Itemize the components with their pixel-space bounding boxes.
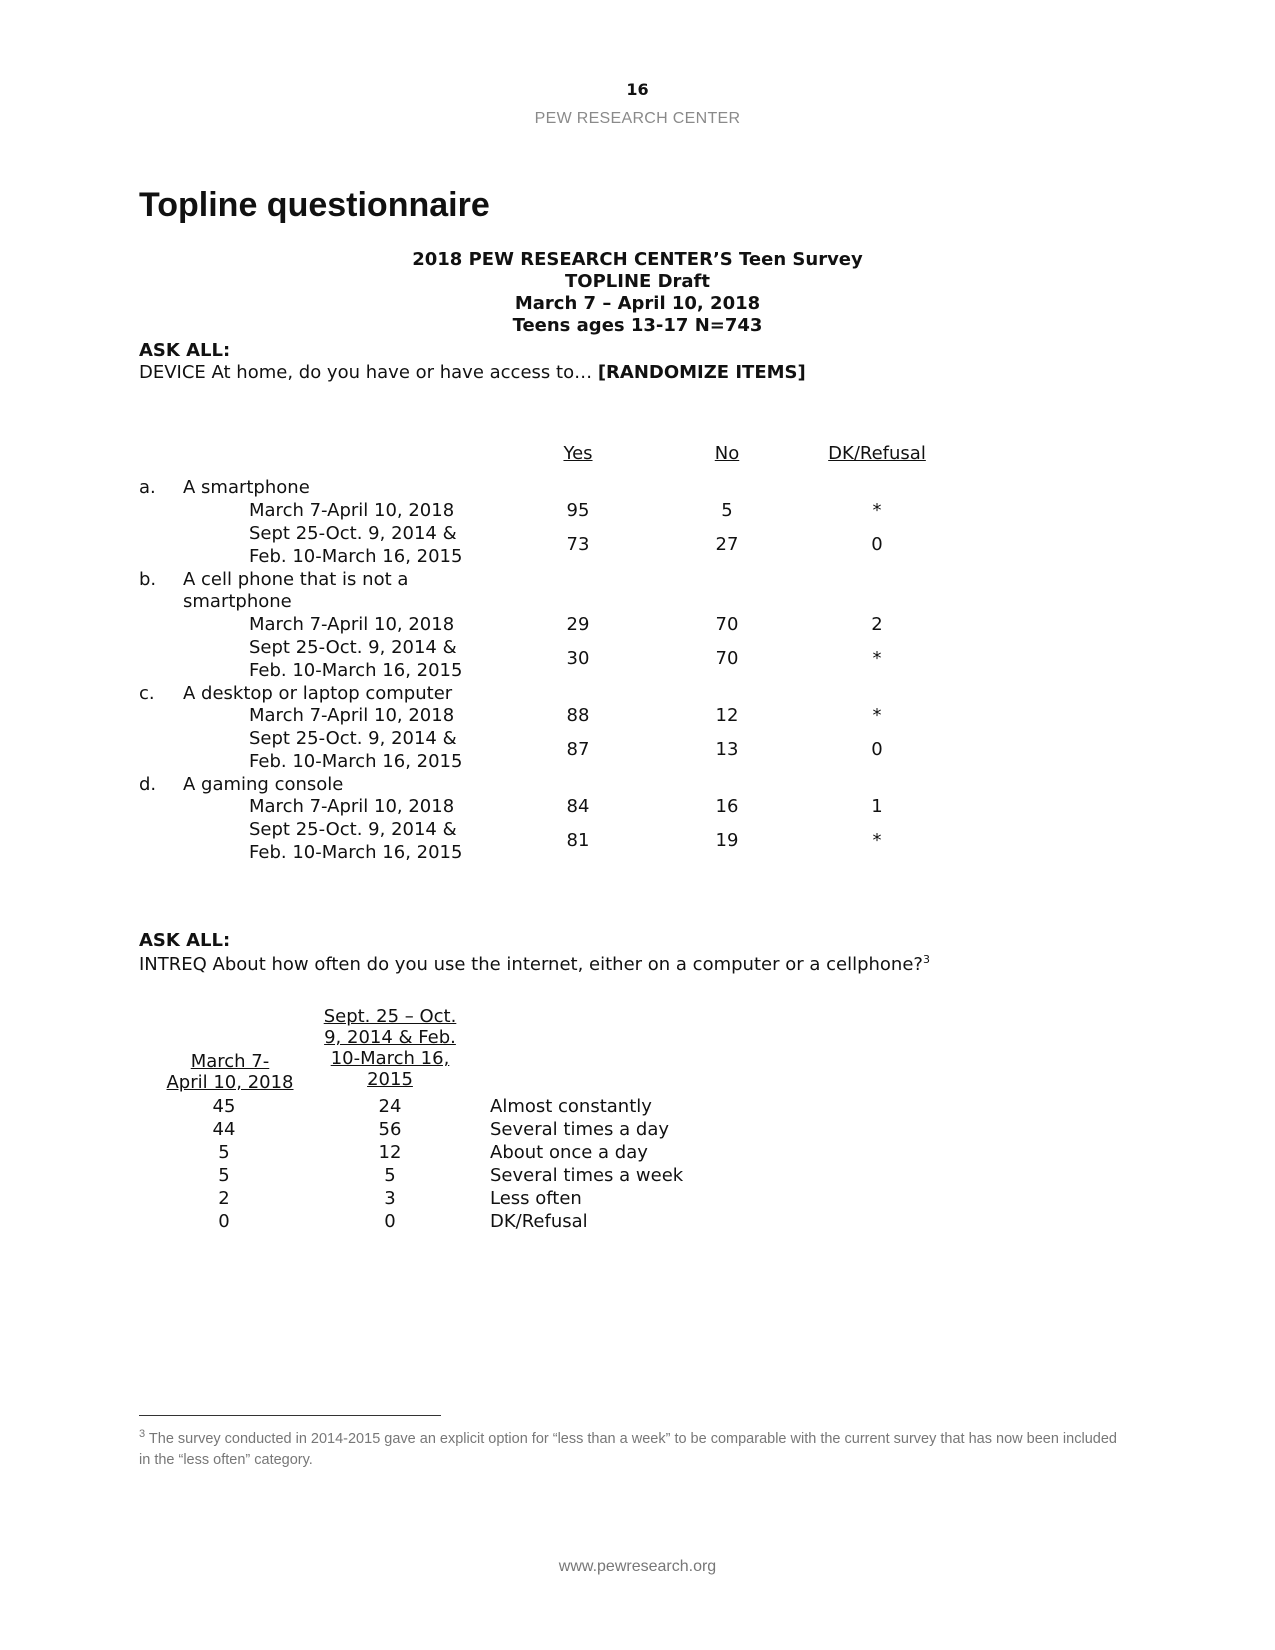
col-header-2015 [305, 1006, 475, 1090]
item-letter: a. [139, 477, 156, 498]
value-2015: 24 [378, 1096, 402, 1117]
period-label: Sept 25-Oct. 9, 2014 & [249, 728, 457, 749]
col-header-2015-line: Sept. 25 – Oct. [323, 1006, 457, 1027]
section-title: Topline questionnaire [139, 186, 490, 224]
period-label: March 7-April 10, 2018 [249, 500, 455, 521]
footnote-text: The survey conducted in 2014-2015 gave an explicit option for “less than a week” to be comparable with the current survey that has now been included in the “less often” category. [139, 1430, 1117, 1468]
value-2015: 3 [384, 1188, 396, 1209]
value-no: 19 [715, 830, 739, 851]
value-dk: 0 [871, 739, 883, 760]
value-2018: 45 [212, 1096, 236, 1117]
item-letter: b. [139, 569, 157, 590]
intreq-question-text [139, 953, 930, 975]
period-label-cont: Feb. 10-March 16, 2015 [249, 751, 463, 772]
response-label: Several times a week [490, 1165, 684, 1186]
item-letter: c. [139, 683, 155, 704]
period-label-cont: Feb. 10-March 16, 2015 [249, 660, 463, 681]
value-yes: 73 [566, 534, 590, 555]
value-yes: 95 [566, 500, 590, 521]
value-yes: 84 [566, 796, 590, 817]
value-yes: 30 [566, 648, 590, 669]
period-label-cont: Feb. 10-March 16, 2015 [249, 546, 463, 567]
value-2018: 0 [218, 1211, 230, 1232]
value-2015: 5 [384, 1165, 396, 1186]
value-2015: 56 [378, 1119, 402, 1140]
device-question-instruction: [RANDOMIZE ITEMS] [597, 362, 806, 383]
device-question-stem: DEVICE At home, do you have or have access to… [139, 362, 593, 383]
value-dk: * [872, 648, 882, 669]
col-header-dk: DK/Refusal [828, 443, 926, 464]
value-2018: 5 [218, 1142, 230, 1163]
survey-dates: March 7 – April 10, 2018 [514, 293, 761, 314]
value-yes: 87 [566, 739, 590, 760]
value-yes: 81 [566, 830, 590, 851]
footnote-ref: 3 [922, 953, 930, 966]
footnote [139, 1424, 1129, 1471]
col-header-yes: Yes [563, 443, 593, 464]
value-yes: 29 [566, 614, 590, 635]
item-label: A cell phone that is not a [183, 569, 409, 590]
col-header-2015-line: 2015 [367, 1069, 413, 1090]
footnote-marker: 3 [139, 1428, 146, 1440]
value-no: 70 [715, 614, 739, 635]
value-no: 27 [715, 534, 739, 555]
intreq-question-stem: INTREQ About how often do you use the internet, either on a computer or a cellphone? [139, 954, 923, 975]
ask-all-label: ASK ALL: [139, 930, 231, 951]
value-2015: 12 [378, 1142, 402, 1163]
value-dk: * [872, 500, 882, 521]
survey-sample: Teens ages 13-17 N=743 [512, 315, 763, 336]
item-label-cont: smartphone [183, 591, 292, 612]
response-label: Almost constantly [490, 1096, 652, 1117]
period-label: Sept 25-Oct. 9, 2014 & [249, 523, 457, 544]
value-no: 70 [715, 648, 739, 669]
period-label: Sept 25-Oct. 9, 2014 & [249, 819, 457, 840]
value-dk: * [872, 830, 882, 851]
value-no: 12 [715, 705, 739, 726]
device-question-text [139, 362, 806, 383]
period-label: March 7-April 10, 2018 [249, 705, 455, 726]
value-dk: * [872, 705, 882, 726]
value-no: 5 [721, 500, 733, 521]
response-label: Less often [490, 1188, 582, 1209]
value-2018: 44 [212, 1119, 236, 1140]
period-label: March 7-April 10, 2018 [249, 614, 455, 635]
value-yes: 88 [566, 705, 590, 726]
value-dk: 0 [871, 534, 883, 555]
footer-url: www.pewresearch.org [558, 1558, 717, 1575]
response-label: About once a day [490, 1142, 648, 1163]
value-dk: 1 [871, 796, 883, 817]
period-label-cont: Feb. 10-March 16, 2015 [249, 842, 463, 863]
value-2015: 0 [384, 1211, 396, 1232]
item-label: A desktop or laptop computer [183, 683, 453, 704]
value-no: 16 [715, 796, 739, 817]
col-header-2018-line: March 7- [190, 1051, 270, 1072]
value-2018: 5 [218, 1165, 230, 1186]
col-header-no: No [714, 443, 740, 464]
response-label: DK/Refusal [490, 1211, 588, 1232]
survey-subtitle: TOPLINE Draft [565, 271, 710, 292]
response-label: Several times a day [490, 1119, 670, 1140]
value-no: 13 [715, 739, 739, 760]
col-header-2015-line: 9, 2014 & Feb. [324, 1027, 456, 1048]
ask-all-label: ASK ALL: [139, 340, 231, 361]
page-number: 16 [626, 80, 649, 99]
organization-name: PEW RESEARCH CENTER [534, 110, 741, 127]
period-label: March 7-April 10, 2018 [249, 796, 455, 817]
footnote-divider [139, 1415, 441, 1416]
col-header-2018 [150, 1051, 310, 1093]
item-letter: d. [139, 774, 157, 795]
value-dk: 2 [871, 614, 883, 635]
item-label: A smartphone [183, 477, 310, 498]
col-header-2015-line: 10-March 16, [330, 1048, 450, 1069]
col-header-2018-line: April 10, 2018 [166, 1072, 294, 1093]
period-label: Sept 25-Oct. 9, 2014 & [249, 637, 457, 658]
value-2018: 2 [218, 1188, 230, 1209]
survey-title: 2018 PEW RESEARCH CENTER’S Teen Survey [412, 249, 863, 270]
item-label: A gaming console [183, 774, 344, 795]
